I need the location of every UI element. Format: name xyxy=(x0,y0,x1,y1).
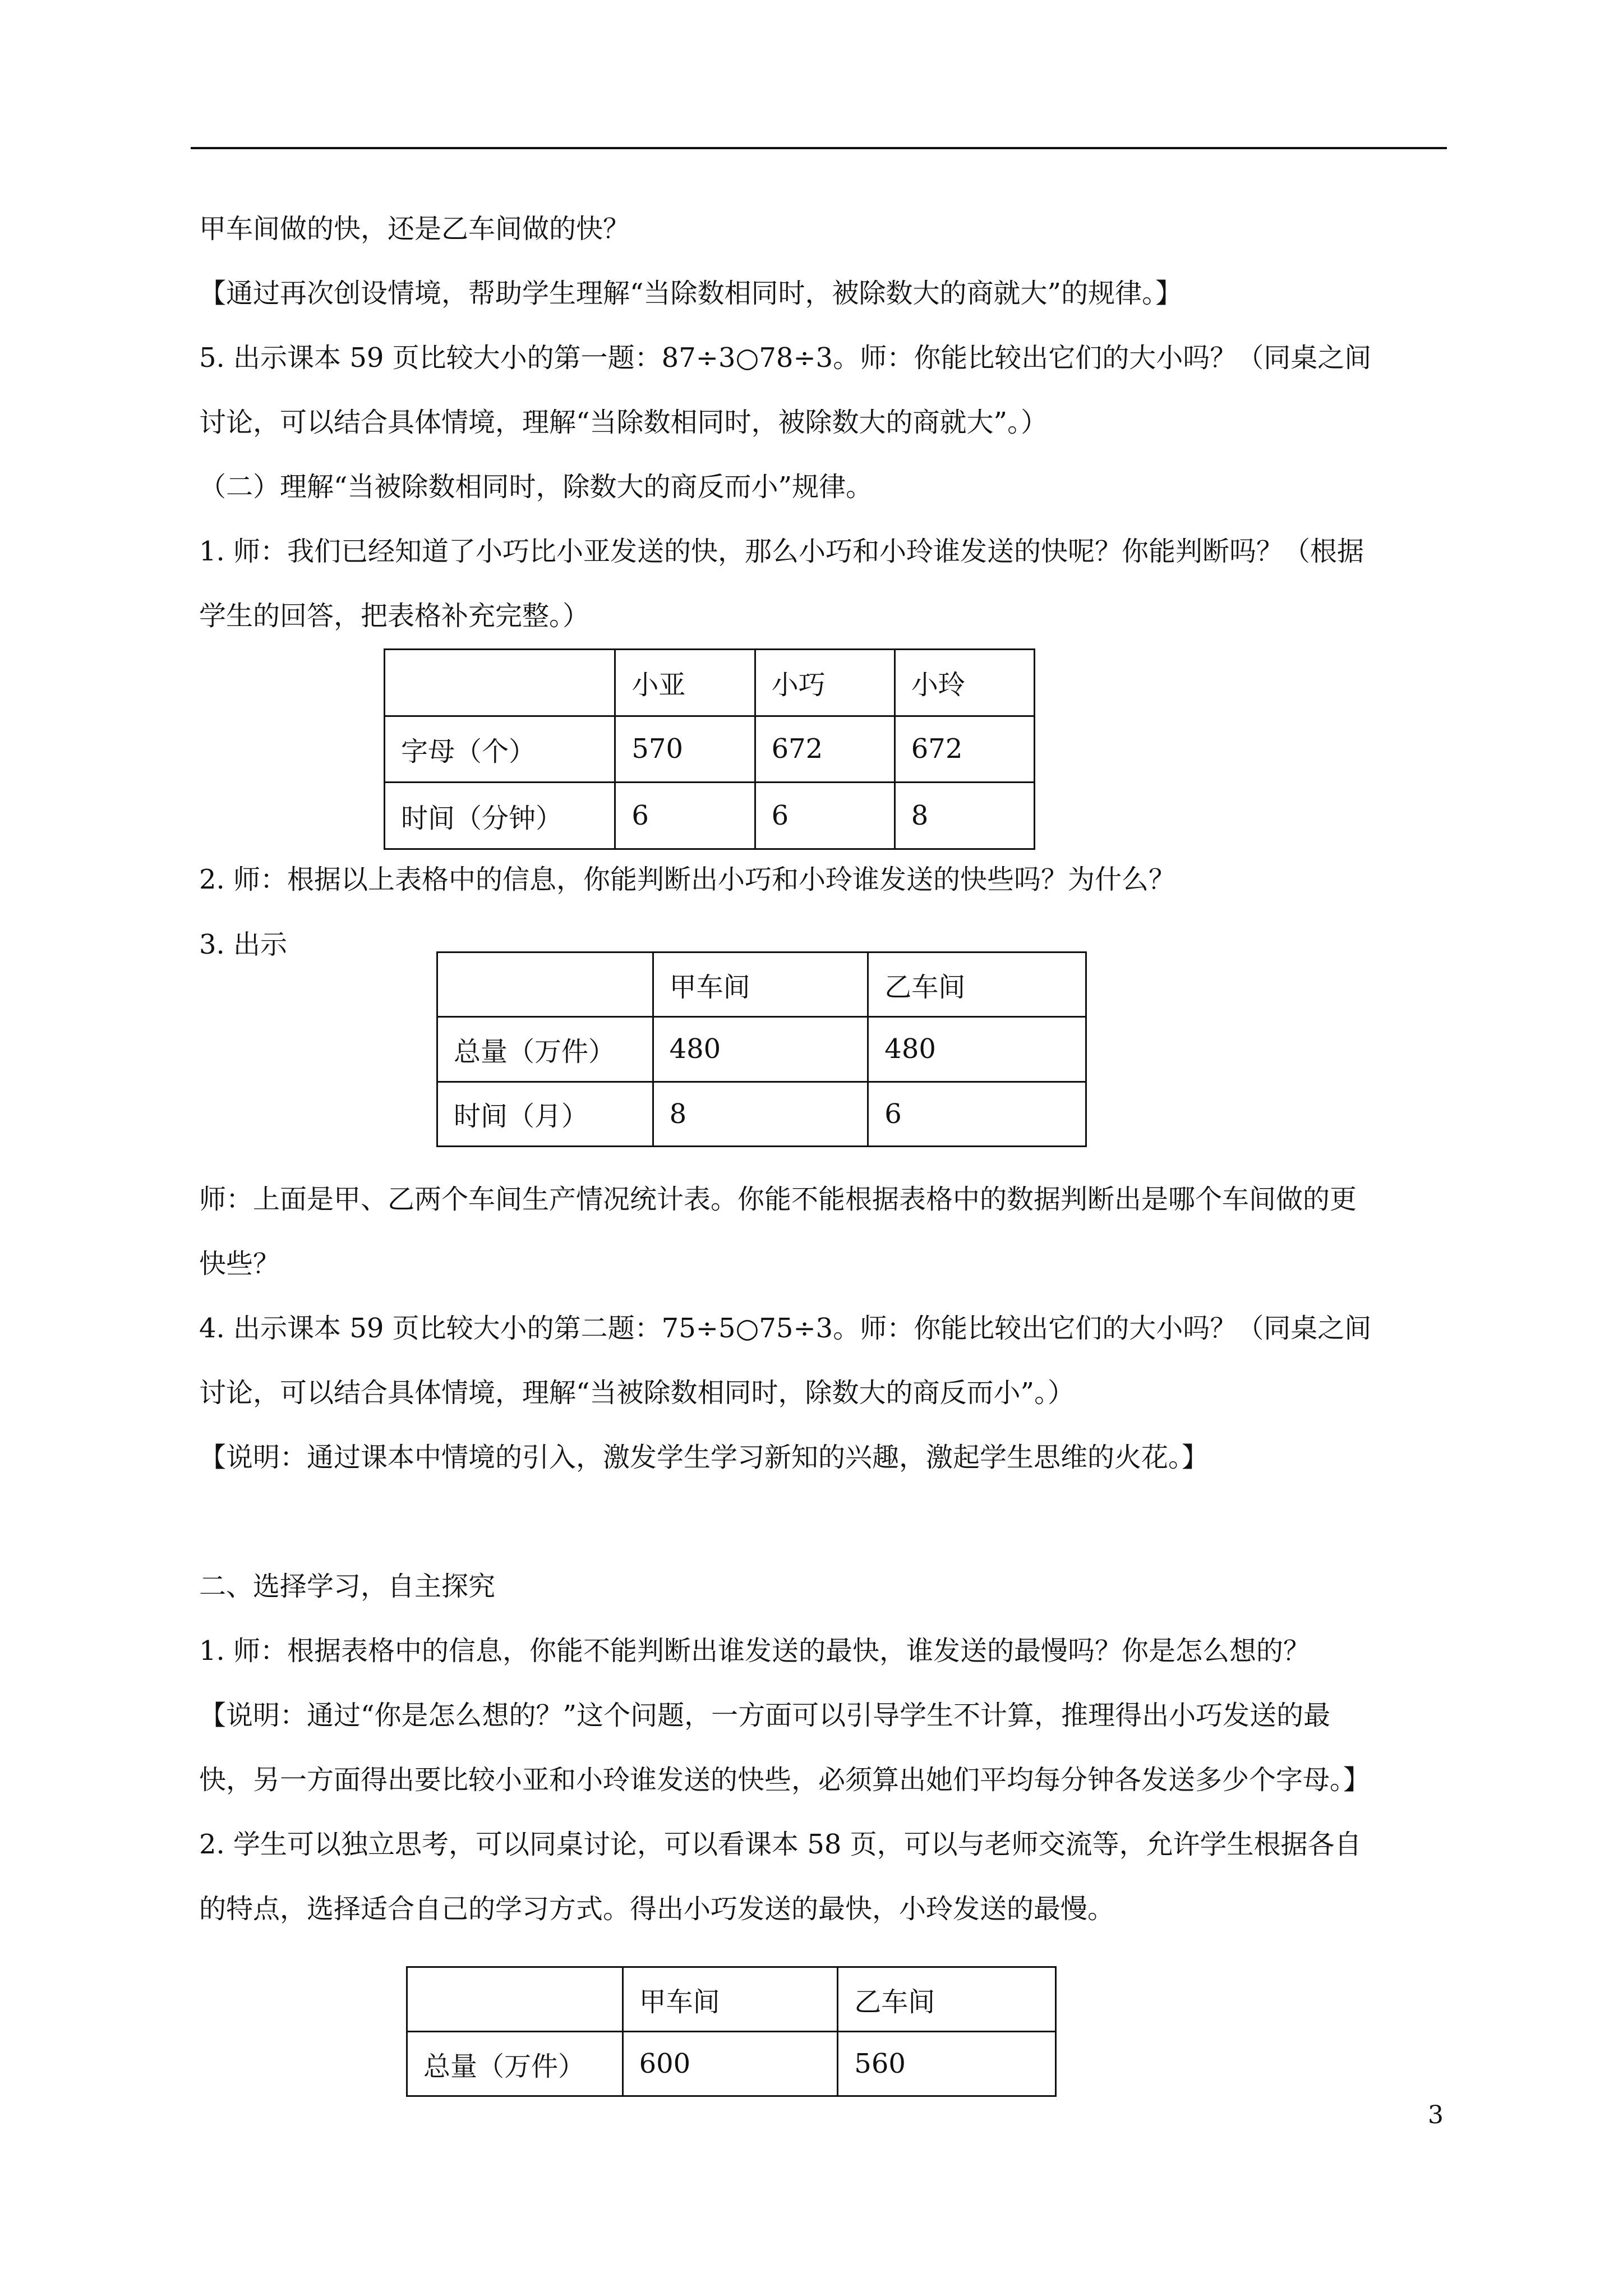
table-workshop-1 xyxy=(436,951,1087,1147)
table-cell: 560 xyxy=(838,2032,1056,2096)
table-cell: 672 xyxy=(895,716,1034,783)
table-header-row xyxy=(437,953,1086,1017)
section-heading: 二、选择学习，自主探究 xyxy=(199,1571,496,1602)
table-cell: 600 xyxy=(623,2032,838,2096)
text-line: 2. 师：根据以上表格中的信息，你能判断出小巧和小玲谁发送的快些吗？为什么？ xyxy=(199,864,1176,895)
table-row xyxy=(437,1082,1086,1146)
table-row xyxy=(385,783,1035,849)
table-cell xyxy=(385,650,615,716)
text-line: 快些？ xyxy=(199,1248,280,1280)
text-line: 5. 出示课本 59 页比较大小的第一题：87÷3○78÷3。师：你能比较出它们的大小吗？（同桌之间 xyxy=(199,342,1372,374)
table-cell: 6 xyxy=(755,783,895,849)
table-cell xyxy=(437,953,653,1017)
table-row xyxy=(407,2032,1056,2096)
text-line: 甲车间做的快，还是乙车间做的快？ xyxy=(199,213,630,245)
text-line: 学生的回答，把表格补充完整。） xyxy=(199,600,590,632)
table-letters-time xyxy=(384,648,1035,850)
text-line: 1. 师：根据表格中的信息，你能不能判断出谁发送的最快，谁发送的最慢吗？你是怎么想的？ xyxy=(199,1635,1311,1667)
table-row xyxy=(385,716,1035,783)
table-row-label: 时间（分钟） xyxy=(385,783,615,849)
table-cell: 480 xyxy=(868,1017,1086,1082)
page-number: 3 xyxy=(1428,2101,1444,2129)
table-row xyxy=(437,1017,1086,1082)
table-header-cell: 乙车间 xyxy=(838,1967,1056,2032)
text-line: 3. 出示 xyxy=(199,929,288,960)
text-line: 【说明：通过“你是怎么想的？”这个问题，一方面可以引导学生不计算，推理得出小巧发送的最 xyxy=(199,1700,1331,1731)
table-cell: 8 xyxy=(895,783,1034,849)
table-cell: 8 xyxy=(653,1082,868,1146)
text-line: 4. 出示课本 59 页比较大小的第二题：75÷5○75÷3。师：你能比较出它们的大小吗？（同桌之间 xyxy=(199,1313,1372,1344)
text-line: 师：上面是甲、乙两个车间生产情况统计表。你能不能根据表格中的数据判断出是哪个车间做的更 xyxy=(199,1184,1357,1215)
table-row-label: 总量（万件） xyxy=(407,2032,623,2096)
table-header-cell: 甲车间 xyxy=(653,953,868,1017)
table-header-cell: 甲车间 xyxy=(623,1967,838,2032)
text-line: 讨论，可以结合具体情境，理解“当除数相同时，被除数大的商就大”。） xyxy=(199,407,1048,438)
table-cell: 6 xyxy=(615,783,755,849)
table-workshop-2 xyxy=(406,1966,1057,2097)
text-line: 快，另一方面得出要比较小亚和小玲谁发送的快些，必须算出她们平均每分钟各发送多少个字母。】 xyxy=(199,1764,1371,1796)
table-cell: 672 xyxy=(755,716,895,783)
table-header-cell: 小亚 xyxy=(615,650,755,716)
table-header-cell: 乙车间 xyxy=(868,953,1086,1017)
table-row-label: 总量（万件） xyxy=(437,1017,653,1082)
header-rule xyxy=(191,147,1447,149)
text-line: 的特点，选择适合自己的学习方式。得出小巧发送的最快，小玲发送的最慢。 xyxy=(199,1893,1115,1925)
table-cell: 570 xyxy=(615,716,755,783)
text-line: 2. 学生可以独立思考，可以同桌讨论，可以看课本 58 页，可以与老师交流等，允许学生根据各自 xyxy=(199,1829,1362,1860)
table-header-cell: 小巧 xyxy=(755,650,895,716)
section-heading: （二）理解“当被除数相同时，除数大的商反而小”规律。 xyxy=(199,471,873,503)
table-cell: 6 xyxy=(868,1082,1086,1146)
table-cell xyxy=(407,1967,623,2032)
text-line: 【说明：通过课本中情境的引入，激发学生学习新知的兴趣，激起学生思维的火花。】 xyxy=(199,1442,1209,1473)
table-header-row xyxy=(385,650,1035,716)
table-header-row xyxy=(407,1967,1056,2032)
table-row-label: 时间（月） xyxy=(437,1082,653,1146)
text-line: 讨论，可以结合具体情境，理解“当被除数相同时，除数大的商反而小”。） xyxy=(199,1377,1075,1409)
table-cell: 480 xyxy=(653,1017,868,1082)
table-row-label: 字母（个） xyxy=(385,716,615,783)
text-line: 【通过再次创设情境，帮助学生理解“当除数相同时，被除数大的商就大”的规律。】 xyxy=(199,278,1183,309)
text-line: 1. 师：我们已经知道了小巧比小亚发送的快，那么小巧和小玲谁发送的快呢？你能判断吗？（根据 xyxy=(199,536,1364,567)
table-header-cell: 小玲 xyxy=(895,650,1034,716)
